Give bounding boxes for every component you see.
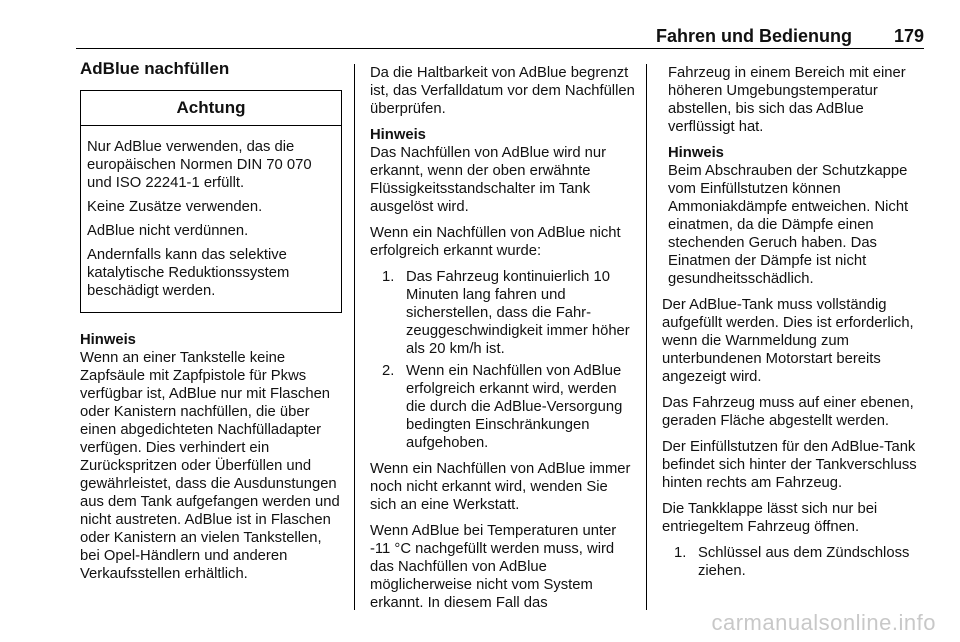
page-header (76, 20, 924, 49)
note-label: Hinweis (668, 145, 724, 161)
column-1 (80, 59, 342, 591)
chapter-title: Fahren und Bedienung (656, 26, 852, 46)
note-label: Hinweis (370, 127, 426, 143)
note-text: Wenn an einer Tankstelle keine Zapfsäule mit Zapfpistole für Pkws verfügbar ist, AdBlue nur mit Flaschen oder Kanistern nachfüllen, die über einen abgedichteten Nachfülladapter verfügen. Dies verhindert ein Zurückspritzen oder Überfüllen und gewährleistet, dass die Ausdunstungen aus dem Tank aufgefangen werden und nicht austreten. AdBlue ist in Flaschen oder Kanistern an vielen Tankstellen, bei Opel-Händlern und anderen Verkaufsstellen erhältlich. (80, 350, 340, 582)
list-item (662, 544, 932, 580)
warning-paragraph: Keine Zusätze verwenden. (87, 199, 263, 215)
paragraph: Da die Haltbarkeit von AdBlue begrenzt ist, das Verfalldatum vor dem Nachfüllen überprüfen. (370, 65, 635, 117)
warning-body (81, 126, 341, 312)
warning-paragraph: AdBlue nicht verdünnen. (87, 223, 249, 239)
numbered-list (662, 544, 932, 580)
watermark: carmanualsonline.info (711, 610, 936, 635)
paragraph: Wenn ein Nachfüllen von AdBlue immer noch nicht erkannt wird, wenden Sie sich an eine Werkstatt. (370, 461, 631, 513)
list-number: 1. (674, 545, 687, 561)
list-item (370, 268, 636, 358)
list-item-text: Das Fahrzeug kontinuierlich 10 Minuten lang fahren und sicherstellen, dass die Fahrzeuggeschwindigkeit immer höher als 20 km/h ist. (406, 269, 630, 357)
paragraph: Der Einfüllstutzen für den AdBlue-Tank befindet sich hinter der Tankverschluss hinten rechts am Fahrzeug. (662, 439, 917, 491)
section-title: AdBlue nachfüllen (80, 59, 230, 78)
paragraph: Wenn ein Nachfüllen von AdBlue nicht erfolgreich erkannt wurde: (370, 225, 621, 259)
list-number: 2. (382, 363, 395, 379)
list-item-text: Wenn ein Nachfüllen von AdBlue erfolgreich erkannt wird, werden die durch die AdBlue-Versorgung bedingten Einschränkungen aufgehoben. (406, 363, 623, 451)
warning-paragraph: Andernfalls kann das selektive katalytische Reduktionssystem beschädigt werden. (87, 247, 290, 299)
paragraph: Wenn AdBlue bei Temperaturen unter -11 °C nachgefüllt werden muss, wird das Nachfüllen von AdBlue möglicherweise nicht vom System erkannt. In diesem Fall das (370, 523, 617, 611)
list-item (370, 362, 636, 452)
list-number: 1. (382, 269, 395, 285)
paragraph: Der AdBlue-Tank muss vollständig aufgefüllt werden. Dies ist erforderlich, wenn die Warnmeldung zum unterbundenen Motorstart bereits angezeigt wird. (662, 297, 914, 385)
column-2 (370, 64, 636, 620)
warning-paragraph: Nur AdBlue verwenden, das die europäischen Normen DIN 70 070 und ISO 22241-1 erfüllt. (87, 139, 312, 191)
paragraph: Das Fahrzeug muss auf einer ebenen, geraden Fläche abgestellt werden. (662, 395, 914, 429)
column-divider (646, 64, 647, 610)
numbered-list (370, 268, 636, 452)
warning-heading: Achtung (81, 91, 341, 126)
column-divider (354, 64, 355, 610)
page-number: 179 (893, 26, 924, 46)
warning-box (80, 90, 342, 313)
note-text: Das Nachfüllen von AdBlue wird nur erkannt, wenn der oben erwähnte Flüssigkeitsstandschalter im Tank ausgelöst wird. (370, 145, 607, 215)
paragraph: Die Tankklappe lässt sich nur bei entriegeltem Fahrzeug öffnen. (662, 501, 878, 535)
list-continuation: Fahrzeug in einem Bereich mit einer höheren Umgebungstemperatur abstellen, bis sich das AdBlue verflüssigt hat. (668, 65, 906, 135)
column-3 (662, 64, 932, 588)
note-label: Hinweis (80, 332, 136, 348)
list-item-text: Schlüssel aus dem Zündschloss ziehen. (698, 545, 910, 579)
note-text: Beim Abschrauben der Schutzkappe vom Einfüllstutzen können Ammoniakdämpfe entweichen. Nicht einatmen, da die Dämpfe einen stechenden Geruch haben. Das Einatmen der Dämpfe ist nicht gesundheitsschädlich. (668, 163, 909, 287)
